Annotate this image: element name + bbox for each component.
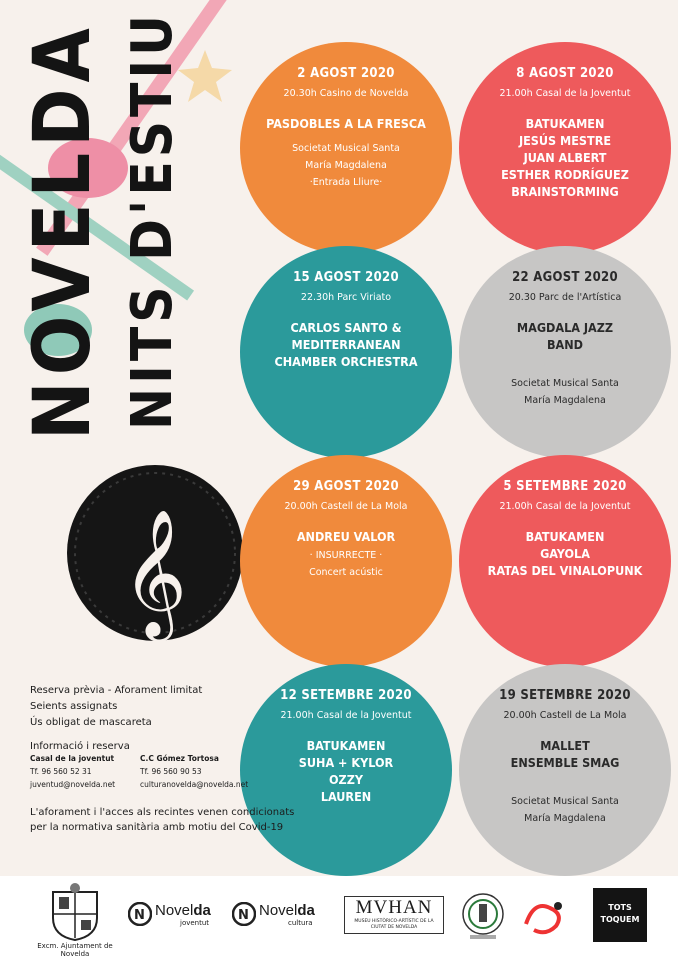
event-artist: ENSEMBLE SMAG <box>510 755 620 770</box>
event-artist: GAYOLA <box>540 546 590 561</box>
event-artist: JESÚS MESTRE <box>518 133 612 148</box>
event-artist: SUHA + KYLOR <box>298 755 394 770</box>
event-place: 21.00h Casal de la Joventut <box>499 501 631 512</box>
contact-cultura <box>140 752 248 791</box>
contact-name: C.C Gómez Tortosa <box>140 754 219 763</box>
logo-word: Novel <box>259 902 298 919</box>
treble-clef-icon: 𝄞 <box>122 508 188 636</box>
event-artist: MEDITERRANEAN <box>291 337 401 352</box>
event-circle <box>459 246 671 458</box>
logo-sub: cultura <box>288 919 313 927</box>
tots-toquem-logo <box>593 888 647 942</box>
contact-email[interactable]: juventud@novelda.net <box>30 780 116 789</box>
novelda-n-icon <box>232 902 256 926</box>
event-note: María Magdalena <box>524 395 606 406</box>
event-artist: ANDREU VALOR <box>296 529 396 544</box>
event-artist: RATAS DEL VINALOPUNK <box>487 563 643 578</box>
event-place: 22.30h Parc Viriato <box>300 292 392 303</box>
event-artist: CARLOS SANTO & <box>290 320 402 335</box>
logo-word-bold: da <box>193 902 211 919</box>
coat-of-arms-icon <box>45 882 105 942</box>
event-note: Concert acústic <box>309 567 383 578</box>
event-artist: ESTHER RODRÍGUEZ <box>501 167 629 182</box>
event-note: ·Entrada Lliure· <box>309 177 383 188</box>
toquem-label: TOQUEM <box>600 915 640 924</box>
event-note: María Magdalena <box>305 160 387 171</box>
event-circle <box>240 42 452 254</box>
event-place: 21.00h Casal de la Joventut <box>499 88 631 99</box>
event-date: 22 AGOST 2020 <box>512 270 618 285</box>
mvhan-title: MVHAN <box>355 897 433 918</box>
event-note: María Magdalena <box>524 813 606 824</box>
info-block <box>30 683 270 755</box>
info-heading: Informació i reserva <box>30 741 130 752</box>
event-place: 20.30 Parc de l'Artística <box>508 292 622 303</box>
event-artist: OZZY <box>328 772 363 787</box>
event-artist: MALLET <box>540 738 590 753</box>
title-main: NOVELDA <box>18 22 108 440</box>
event-place: 20.00h Castell de La Mola <box>503 710 627 721</box>
event-date: 29 AGOST 2020 <box>293 479 399 494</box>
contact-email[interactable]: culturanovelda@novelda.net <box>140 780 249 789</box>
event-place: 21.00h Casal de la Joventut <box>280 710 412 721</box>
ajuntament-label: Excm. Ajuntament de Novelda <box>37 942 113 958</box>
svg-text:N: N <box>238 908 249 923</box>
logo-sub: joventut <box>180 919 210 927</box>
tots-label: TOTS <box>608 903 632 912</box>
event-artist: BATUKAMEN <box>525 529 605 544</box>
info-line: Ús obligat de mascareta <box>30 717 152 728</box>
event-artist: PASDOBLES A LA FRESCA <box>266 116 426 131</box>
event-date: 8 AGOST 2020 <box>516 66 614 81</box>
event-date: 5 SETEMBRE 2020 <box>503 479 627 494</box>
logo-word-bold: da <box>297 902 315 919</box>
event-circle <box>240 246 452 458</box>
info-line: Seients assignats <box>30 701 118 712</box>
event-artist: BRAINSTORMING <box>511 184 619 199</box>
contact-casal <box>30 752 115 791</box>
event-artist: CHAMBER ORCHESTRA <box>274 354 418 369</box>
event-note: Societat Musical Santa <box>511 796 619 807</box>
mvhan-logo <box>344 896 444 934</box>
el-tocadiscos-logo-icon <box>520 894 572 938</box>
contact-phone: Tf. 96 560 90 53 <box>140 767 202 776</box>
event-artist: BAND <box>546 337 584 352</box>
mvhan-sub: MUSEU HISTÒRICO-ARTÍSTIC DE LA CIUTAT DE NOVELDA <box>354 919 434 930</box>
event-artist: MAGDALA JAZZ <box>516 320 614 335</box>
event-note: Societat Musical Santa <box>292 143 400 154</box>
event-circle <box>459 42 671 254</box>
ajuntament-logo <box>30 882 120 958</box>
covid-notice: L'aforament i l'acces als recintes venen condicionats per la normativa sanitària amb motiu del Covid-19 <box>30 807 295 833</box>
title-sub: NITS D'ESTIU <box>120 10 185 430</box>
event-artist: BATUKAMEN <box>525 116 605 131</box>
logo-word: Novel <box>155 902 194 919</box>
event-note: · INSURRECTE · <box>309 550 383 561</box>
event-artist: BATUKAMEN <box>306 738 386 753</box>
event-note: Societat Musical Santa <box>511 378 619 389</box>
event-circle <box>459 664 671 876</box>
info-line: Reserva prèvia - Aforament limitat <box>30 685 203 696</box>
contact-name: Casal de la joventut <box>30 754 115 763</box>
event-circle <box>459 455 671 667</box>
event-date: 19 SETEMBRE 2020 <box>499 688 631 703</box>
novelda-n-icon <box>128 902 152 926</box>
event-place: 20.00h Castell de La Mola <box>284 501 408 512</box>
event-circle <box>240 455 452 667</box>
svg-text:N: N <box>134 908 145 923</box>
contact-phone: Tf. 96 560 52 31 <box>30 767 92 776</box>
event-place: 20.30h Casino de Novelda <box>283 88 409 99</box>
event-artist: JUAN ALBERT <box>523 150 607 165</box>
event-circle <box>240 664 452 876</box>
society-seal-icon <box>458 890 508 942</box>
event-date: 2 AGOST 2020 <box>297 66 395 81</box>
event-artist: LAUREN <box>320 789 372 804</box>
event-date: 12 SETEMBRE 2020 <box>280 688 412 703</box>
event-date: 15 AGOST 2020 <box>293 270 399 285</box>
sponsor-footer <box>0 876 678 960</box>
